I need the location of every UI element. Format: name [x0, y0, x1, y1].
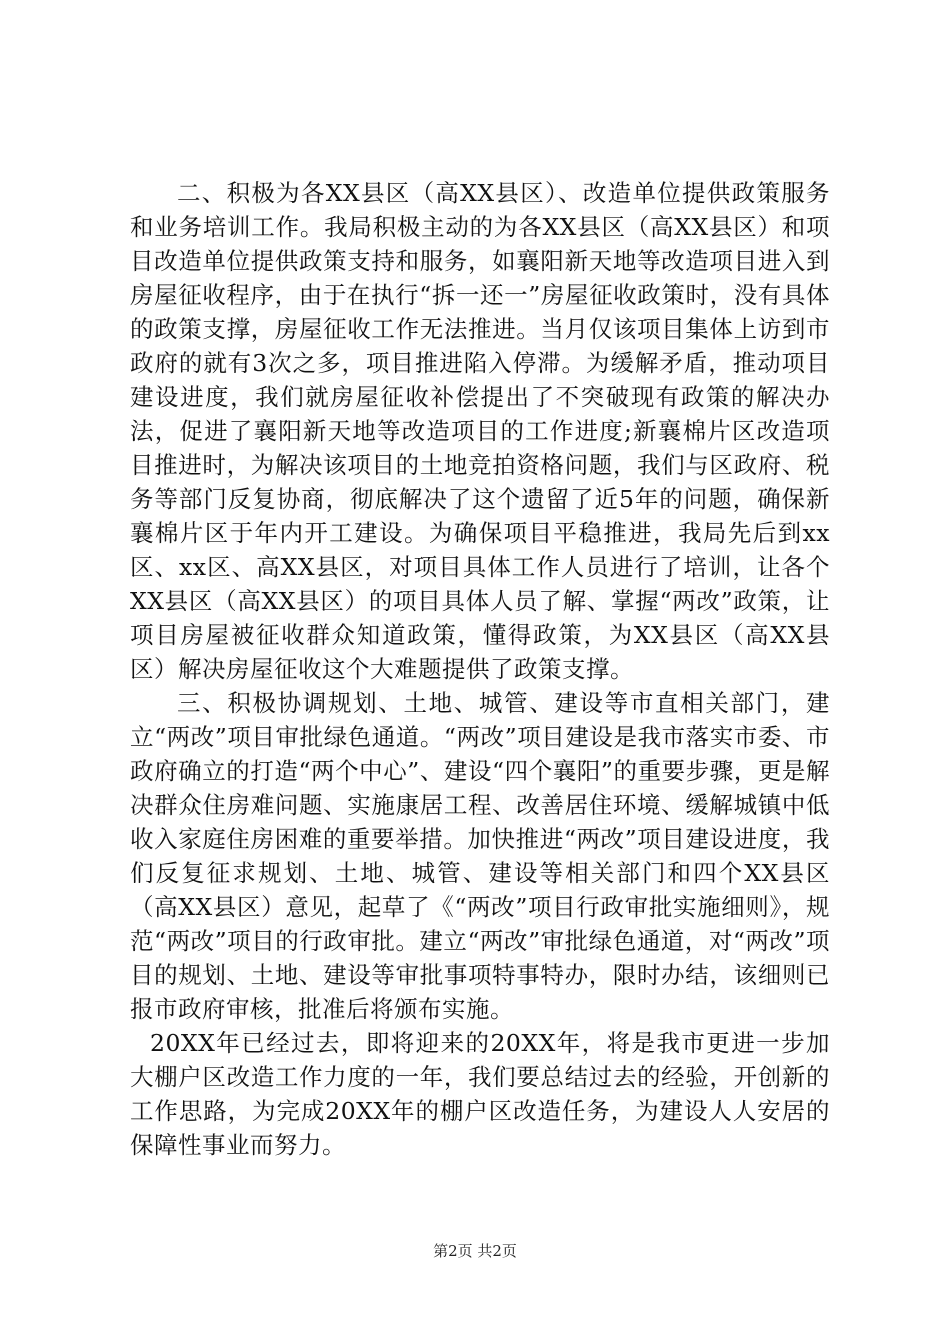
page-footer — [0, 1241, 950, 1261]
paragraph-policy-training: 二、积极为各XX县区（高XX县区）、改造单位提供政策服务和业务培训工作。我局积极主动的为各XX县区（高XX县区）和项目改造单位提供政策支持和服务，如襄阳新天地等改造项目进入到房屋征收程序，由于在执行“拆一还一”房屋征收政策时，没有具体的政策支撑，房屋征收工作无法推进。当月仅该项目集体上访到市政府的就有3次之多，项目推进陷入停滞。为缓解矛盾，推动项目建设进度，我们就房屋征收补偿提出了不突破现有政策的解决办法，促进了襄阳新天地等改造项目的工作进度;新襄棉片区改造项目推进时，为解决该项目的土地竞拍资格问题，我们与区政府、税务等部门反复协商，彻底解决了这个遗留了近5年的问题，确保新襄棉片区于年内开工建设。为确保项目平稳推进，我局先后到xx区、xx区、高XX县区，对项目具体工作人员进行了培训，让各个XX县区（高XX县区）的项目具体人员了解、掌握“两改”政策，让项目房屋被征收群众知道政策，懂得政策，为XX县区（高XX县区）解决房屋征收这个大难题提供了政策支撑。 — [130, 179, 830, 683]
paragraph-conclusion: 20XX年已经过去，即将迎来的20XX年，将是我市更进一步加大棚户区改造工作力度的一年，我们要总结过去的经验，开创新的工作思路，为完成20XX年的棚户区改造任务，为建设人人安居的保障性事业而努力。 — [130, 1029, 830, 1159]
page-number-label: 第2页 共2页 — [433, 1242, 517, 1260]
document-body — [130, 176, 830, 1162]
paragraph-approval-green-channel: 三、积极协调规划、土地、城管、建设等市直相关部门，建立“两改”项目审批绿色通道。“两改”项目建设是我市落实市委、市政府确立的打造“两个中心”、建设“四个襄阳”的重要步骤，更是解决群众住房难问题、实施康居工程、改善居住环境、缓解城镇中低收入家庭住房困难的重要举措。加快推进“两改”项目建设进度，我们反复征求规划、土地、城管、建设等相关部门和四个XX县区（高XX县区）意见，起草了《“两改”项目行政审批实施细则》，规范“两改”项目的行政审批。建立“两改”审批绿色通道，对“两改”项目的规划、土地、建设等审批事项特事特办，限时办结，该细则已报市政府审核，批准后将颁布实施。 — [130, 689, 830, 1023]
